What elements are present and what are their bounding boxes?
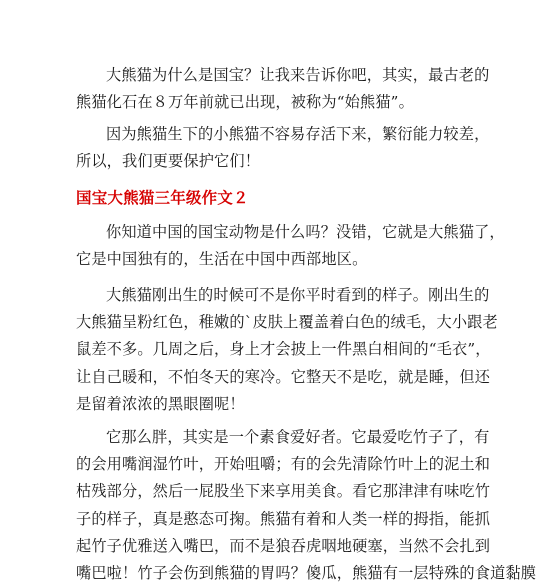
text-line: 的会用嘴润湿竹叶，开始咀嚼；有的会先清除竹叶上的泥土和 [76,455,491,474]
paragraph-national-animal [76,219,505,273]
text-line: 它是中国独有的，生活在中国中西部地区。 [76,250,368,269]
text-line: 让自己暖和，不怕冬天的寒冷。它整天不是吃，就是睡，但还 [76,367,491,386]
text-line: 起竹子优雅送入嘴巴，而不是狼吞虎咽地硬塞，当然不会扎到 [76,536,491,555]
text-line: 大熊猫为什么是国宝？让我来告诉你吧，其实，最古老的 [106,66,490,84]
text-line: 因为熊猫生下的小熊猫不容易存活下来，繁衍能力较差， [106,125,490,143]
paragraph-newborn-panda [76,282,498,418]
section-heading: 国宝大熊猫三年级作文２ [76,188,249,207]
text-line: 鼠差不多。几周之后，身上才会披上一件黑白相间的“毛衣”， [76,340,491,359]
text-line: 熊猫化石在８万年前就已出现，被称为“始熊猫”。 [76,93,414,112]
text-line: 枯残部分，然后一屁股坐下来享用美食。看它那津津有味吃竹 [76,482,491,501]
text-line: 它那么胖，其实是一个素食爱好者。它最爱吃竹子了，有 [106,428,490,446]
paragraph-eating-bamboo [76,424,536,587]
text-line: 嘴巴啦！竹子会伤到熊猫的胃吗？傻瓜，熊猫有一层特殊的食道黏膜 [76,564,536,583]
paragraph-protect-pandas [76,121,490,175]
text-line: 所以，我们更要保护它们！ [76,152,261,171]
text-line: 是留着浓浓的黑眼圈呢！ [76,394,245,413]
text-line: 大熊猫刚出生的时候可不是你平时看到的样子。刚出生的 [106,286,490,304]
text-line: 大熊猫呈粉红色，稚嫩的`皮肤上覆盖着白色的绒毛，大小跟老 [76,313,498,332]
essay-heading [76,187,426,209]
text-line: 你知道中国的国宝动物是什么吗？没错，它就是大熊猫了， [106,223,505,241]
paragraph-why-national-treasure [76,62,490,116]
text-line: 子的样子，真是憨态可掬。熊猫有着和人类一样的拇指，能抓 [76,509,491,528]
